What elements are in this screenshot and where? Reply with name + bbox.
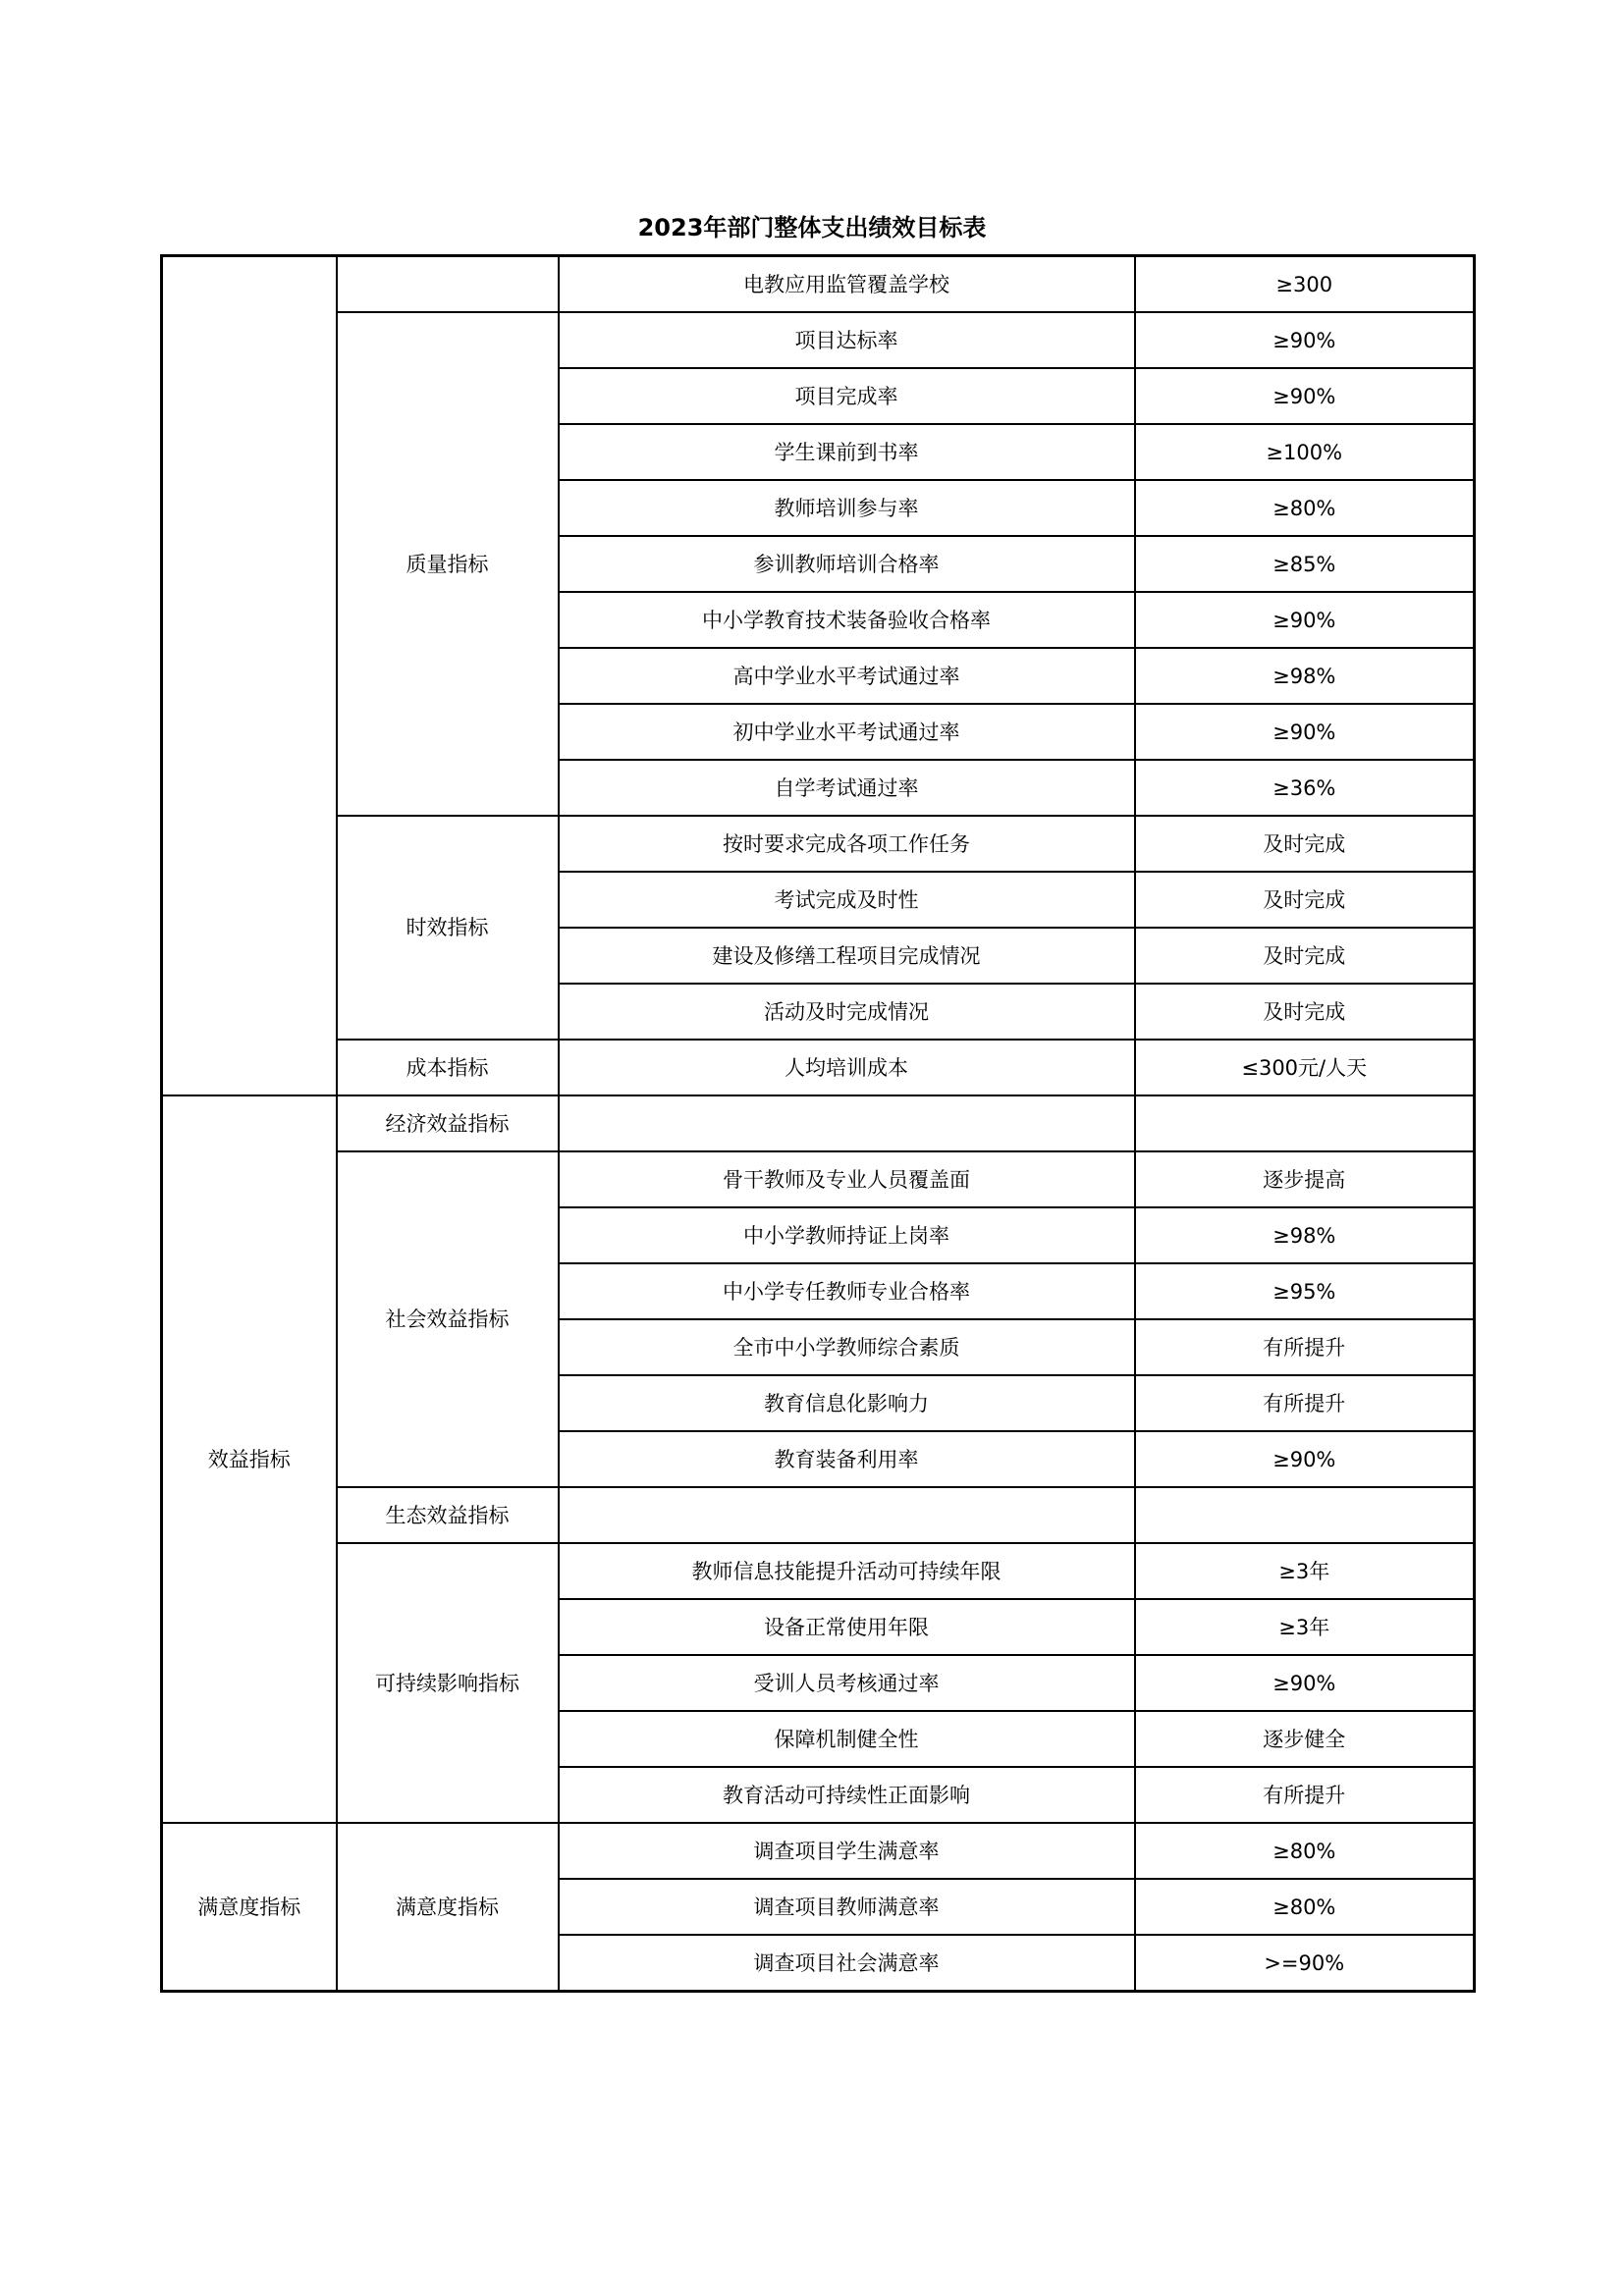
indicator-cell: 人均培训成本 <box>559 1040 1135 1095</box>
target-value-cell: 及时完成 <box>1135 928 1475 984</box>
indicator-cell: 按时要求完成各项工作任务 <box>559 816 1135 872</box>
level1-benefit-cell: 效益指标 <box>162 1095 337 1823</box>
indicator-cell: 受训人员考核通过率 <box>559 1655 1135 1711</box>
target-value-cell: ≥85% <box>1135 536 1475 592</box>
target-value-cell: 及时完成 <box>1135 984 1475 1040</box>
indicator-cell: 教师培训参与率 <box>559 480 1135 536</box>
target-value-cell: ≥3年 <box>1135 1599 1475 1655</box>
target-value-cell: ≥80% <box>1135 480 1475 536</box>
target-value-cell: ≥80% <box>1135 1823 1475 1879</box>
target-value-cell: 有所提升 <box>1135 1375 1475 1431</box>
level1-satisfaction-cell: 满意度指标 <box>162 1823 337 1992</box>
level1-output-cell <box>162 256 337 1096</box>
level2-economic-cell: 经济效益指标 <box>337 1095 559 1151</box>
indicator-cell: 教育装备利用率 <box>559 1431 1135 1487</box>
target-value-cell: ≥36% <box>1135 760 1475 816</box>
target-value-cell: 有所提升 <box>1135 1319 1475 1375</box>
target-value-cell <box>1135 1487 1475 1543</box>
table-row <box>162 1151 1475 1207</box>
target-value-cell: ≥80% <box>1135 1879 1475 1935</box>
target-value-cell: ≥95% <box>1135 1263 1475 1319</box>
indicator-cell: 中小学教师持证上岗率 <box>559 1207 1135 1263</box>
target-value-cell: ≥100% <box>1135 424 1475 480</box>
target-value-cell: ≥90% <box>1135 592 1475 648</box>
indicator-cell: 教育信息化影响力 <box>559 1375 1135 1431</box>
target-value-cell: 有所提升 <box>1135 1767 1475 1823</box>
table-row <box>162 256 1475 313</box>
indicator-cell: 教师信息技能提升活动可持续年限 <box>559 1543 1135 1599</box>
indicator-cell: 初中学业水平考试通过率 <box>559 704 1135 760</box>
indicator-cell: 学生课前到书率 <box>559 424 1135 480</box>
indicator-cell: 中小学教育技术装备验收合格率 <box>559 592 1135 648</box>
indicator-cell <box>559 1487 1135 1543</box>
level2-timeliness-cell: 时效指标 <box>337 816 559 1040</box>
table-row <box>162 1040 1475 1095</box>
level2-satisfaction-cell: 满意度指标 <box>337 1823 559 1992</box>
target-value-cell: ≥3年 <box>1135 1543 1475 1599</box>
table-row <box>162 1095 1475 1151</box>
target-value-cell: ≥98% <box>1135 648 1475 704</box>
indicator-cell: 保障机制健全性 <box>559 1711 1135 1767</box>
table-row <box>162 1487 1475 1543</box>
indicator-cell: 设备正常使用年限 <box>559 1599 1135 1655</box>
indicator-cell: 教育活动可持续性正面影响 <box>559 1767 1135 1823</box>
level2-social-cell: 社会效益指标 <box>337 1151 559 1487</box>
target-value-cell: 逐步健全 <box>1135 1711 1475 1767</box>
table-row <box>162 1543 1475 1599</box>
indicator-cell: 项目完成率 <box>559 368 1135 424</box>
indicator-cell: 活动及时完成情况 <box>559 984 1135 1040</box>
level2-ecological-cell: 生态效益指标 <box>337 1487 559 1543</box>
indicator-cell <box>559 1095 1135 1151</box>
indicator-cell: 项目达标率 <box>559 312 1135 368</box>
performance-target-table <box>160 254 1476 1993</box>
target-value-cell: 及时完成 <box>1135 816 1475 872</box>
indicator-cell: 建设及修缮工程项目完成情况 <box>559 928 1135 984</box>
target-value-cell: ≤300元/人天 <box>1135 1040 1475 1095</box>
target-value-cell: ≥90% <box>1135 1431 1475 1487</box>
target-value-cell: ≥90% <box>1135 704 1475 760</box>
indicator-cell: 中小学专任教师专业合格率 <box>559 1263 1135 1319</box>
target-value-cell <box>1135 1095 1475 1151</box>
target-value-cell: ≥90% <box>1135 312 1475 368</box>
level2-quality-cell: 质量指标 <box>337 312 559 816</box>
indicator-cell: 全市中小学教师综合素质 <box>559 1319 1135 1375</box>
level2-sustainable-cell: 可持续影响指标 <box>337 1543 559 1823</box>
indicator-cell: 骨干教师及专业人员覆盖面 <box>559 1151 1135 1207</box>
target-value-cell: ≥90% <box>1135 1655 1475 1711</box>
table-row <box>162 1823 1475 1879</box>
target-value-cell: ≥300 <box>1135 256 1475 313</box>
indicator-cell: 自学考试通过率 <box>559 760 1135 816</box>
indicator-cell: 参训教师培训合格率 <box>559 536 1135 592</box>
target-value-cell: ≥90% <box>1135 368 1475 424</box>
target-value-cell: 逐步提高 <box>1135 1151 1475 1207</box>
level2-cost-cell: 成本指标 <box>337 1040 559 1095</box>
indicator-cell: 电教应用监管覆盖学校 <box>559 256 1135 313</box>
indicator-cell: 调查项目社会满意率 <box>559 1935 1135 1992</box>
document-title: 2023年部门整体支出绩效目标表 <box>637 214 987 241</box>
indicator-cell: 调查项目教师满意率 <box>559 1879 1135 1935</box>
target-value-cell: >=90% <box>1135 1935 1475 1992</box>
indicator-cell: 调查项目学生满意率 <box>559 1823 1135 1879</box>
table-row <box>162 816 1475 872</box>
target-value-cell: ≥98% <box>1135 1207 1475 1263</box>
indicator-cell: 高中学业水平考试通过率 <box>559 648 1135 704</box>
target-value-cell: 及时完成 <box>1135 872 1475 928</box>
table-row <box>162 312 1475 368</box>
indicator-cell: 考试完成及时性 <box>559 872 1135 928</box>
level2-quantity-cell <box>337 256 559 313</box>
